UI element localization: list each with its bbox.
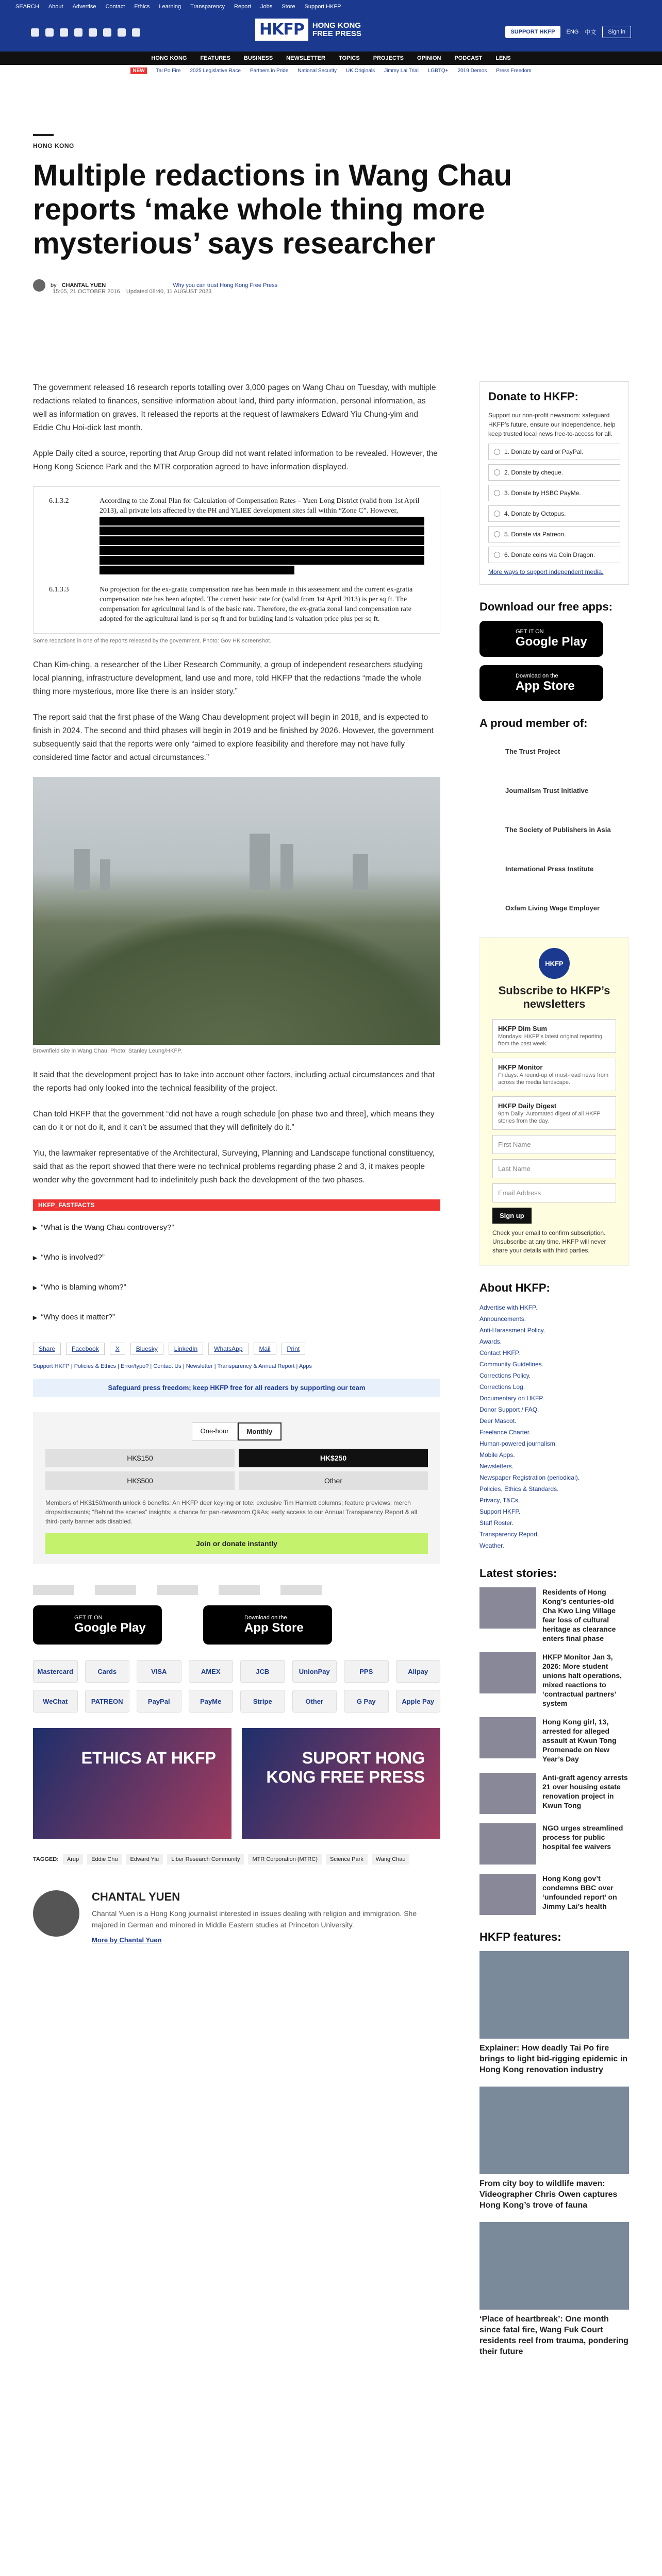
trending-link[interactable]: LGBTQ+	[427, 68, 449, 74]
feature-title: From city boy to wildlife maven: Videographer Chris Owen captures Hong Kong’s trove of fauna	[479, 2179, 618, 2210]
lang-zh[interactable]: 中文	[585, 29, 597, 36]
topbar-link[interactable]: About	[48, 4, 63, 10]
frequency-toggle	[45, 1422, 428, 1440]
rss-icon[interactable]	[132, 28, 140, 37]
about-link[interactable]: Announcements.	[479, 1315, 526, 1323]
author-avatar[interactable]	[33, 1890, 79, 1937]
trending-link[interactable]: UK Originals	[345, 68, 375, 74]
email-field[interactable]: Email Address	[492, 1183, 616, 1202]
email-icon[interactable]	[103, 28, 111, 37]
app-store-label: App Store	[516, 679, 575, 693]
article-title: Multiple redactions in Wang Chau reports ‘make whole thing more mysterious’ says researcher	[33, 159, 512, 260]
about-link[interactable]: Newspaper Registration (periodical).	[479, 1474, 580, 1481]
radio-icon	[494, 552, 500, 558]
donate-option-label: 2. Donate by cheque.	[504, 469, 564, 476]
chevron-right-icon: ▸	[33, 1313, 37, 1322]
newsletter-desc: Mondays: HKFP’s latest original reporting from the past week.	[498, 1033, 603, 1047]
doc-section-number: 6.1.3.3	[49, 586, 69, 594]
topbar-link[interactable]: Report	[234, 4, 252, 10]
topbar-link[interactable]: Store	[282, 4, 295, 10]
social-icons	[31, 28, 140, 37]
tag[interactable]: MTR Corporation (MTRC)	[248, 1854, 322, 1865]
paragraph: The report said that the first phase of the Wang Chau development project will begin in 2018, and is expected to finish in 2024. The second and third phases will begin in 2019 and be finished by 2026. However, the government subsequently said that the reports were only “aimed to explore feasibility and therefore may not have fully considered time factor and actual circumstances.”	[33, 713, 434, 762]
faq-question: “Who is involved?”	[41, 1253, 105, 1262]
feature-item[interactable]	[479, 2087, 629, 2211]
instagram-icon[interactable]	[60, 28, 68, 37]
faq-question: “What is the Wang Chau controversy?”	[41, 1223, 174, 1232]
story-title: NGO urges streamlined process for public hospital fee waivers	[542, 1824, 623, 1851]
payment-logo[interactable]: AMEX	[189, 1660, 234, 1683]
join-button[interactable]: Join or donate instantly	[45, 1533, 428, 1554]
app-store-small: Download on the	[244, 1615, 287, 1621]
tags-label: TAGGED:	[33, 1856, 59, 1862]
redaction-bar	[100, 556, 424, 565]
paragraph: The government released 16 research reports totalling over 3,000 pages on Wang Chau on Tuesday, with multiple redactions related to finances, sensitive information about land, third party information, personal information, as well as information on graves. It released the reports at the request of lawmakers Edward Yiu Chung-yim and Eddie Chu Hoi-dick last month.	[33, 383, 436, 432]
nav-item[interactable]: FEATURES	[200, 55, 230, 61]
amount-option-other[interactable]: Other	[239, 1471, 428, 1490]
topbar-link[interactable]: Learning	[159, 4, 181, 10]
dates	[53, 289, 629, 295]
jti-logo[interactable]	[95, 1585, 136, 1595]
published-date: 15:05, 21 OCTOBER 2016	[53, 289, 120, 295]
membership-note: Members of HK$150/month unlock 6 benefits: An HKFP deer keyring or tote; exclusive Tim Hamlett columns; feature previews; merch drops/discounts; “Behind the scenes” insights; a chance for pan-newsroom Q&As; early access to our Annual Transparency Report & all third-party banner ads disabled.	[45, 1499, 418, 1525]
donate-title: Donate to HKFP:	[488, 390, 578, 403]
app-store-button[interactable]	[479, 665, 603, 701]
payment-methods	[33, 1660, 440, 1713]
newsletter-option[interactable]	[492, 1058, 616, 1091]
story-item[interactable]	[479, 1652, 629, 1708]
member-logo[interactable]: The Society of Publishers in Asia	[505, 825, 611, 834]
trending-link[interactable]: 2019 Demos	[457, 68, 487, 74]
faq-question: “Why does it matter?”	[41, 1313, 115, 1321]
newsletter-desc: 9pm Daily: Automated digest of all HKFP stories from the day.	[498, 1111, 601, 1124]
donate-option-label: 3. Donate by HSBC PayMe.	[504, 489, 581, 497]
nav-item[interactable]: PODCAST	[454, 55, 483, 61]
support-button[interactable]: SUPPORT HKFP	[505, 26, 560, 38]
faq-toggle[interactable]	[33, 1283, 440, 1292]
doc-caption: Some redactions in one of the reports released by the government. Photo: Gov HK screenshot.	[33, 638, 272, 644]
payment-logo[interactable]: Mastercard	[33, 1660, 78, 1683]
about-link[interactable]: Awards.	[479, 1338, 502, 1345]
payment-logo[interactable]: UnionPay	[292, 1660, 337, 1683]
new-badge: NEW	[130, 67, 146, 74]
donate-option[interactable]	[488, 444, 620, 460]
main-nav	[0, 52, 662, 65]
donate-option[interactable]	[488, 505, 620, 522]
faq-toggle[interactable]	[33, 1253, 440, 1262]
payment-logo[interactable]: Other	[292, 1690, 337, 1713]
newsletter-note: Check your email to confirm subscription. Unsubscribe at any time. HKFP will never share your details with third parties.	[492, 1229, 606, 1254]
google-play-label: Google Play	[516, 635, 587, 649]
amount-option[interactable]: HK$500	[45, 1471, 235, 1490]
newsletter-name: HKFP Monitor	[498, 1063, 543, 1071]
story-thumb	[479, 1652, 536, 1693]
share-bluesky[interactable]: Bluesky	[130, 1343, 163, 1355]
about-link[interactable]: Transparency Report.	[479, 1531, 539, 1538]
story-title: Hong Kong gov’t condemns BBC over ‘unfounded report’ on Jimmy Lai’s health	[542, 1874, 617, 1910]
feature-title: ‘Place of heartbreak’: One month since fatal fire, Wang Fuk Court residents reel from trauma, pondering their future	[479, 2315, 628, 2356]
youtube-icon[interactable]	[74, 28, 82, 37]
signin-button[interactable]: Sign in	[602, 26, 631, 38]
google-play-button[interactable]	[33, 1605, 162, 1645]
feature-thumb	[479, 1951, 629, 2039]
article-category[interactable]: HONG KONG	[33, 142, 74, 149]
doc-section-number: 6.1.3.2	[49, 497, 69, 505]
sidebar	[479, 381, 629, 2368]
topbar-link[interactable]: Support HKFP	[304, 4, 341, 10]
story-thumb	[479, 1587, 536, 1629]
share-print[interactable]: Print	[282, 1343, 306, 1355]
story-thumb	[479, 1874, 536, 1915]
topbar-link[interactable]: Contact	[105, 4, 125, 10]
logo-text-line: HONG KONG	[312, 21, 361, 30]
story-item[interactable]	[479, 1773, 629, 1814]
payment-logo[interactable]: PATREON	[85, 1690, 130, 1713]
donate-text: Support our non-profit newsroom: safeguard HKFP’s future, ensure our independence, help keep trusted local news free-to-access for all.	[488, 412, 616, 437]
more-ways-link[interactable]: More ways to support independent media.	[488, 568, 604, 575]
member-logo[interactable]: The Trust Project	[505, 747, 560, 755]
trending-link[interactable]: National Security	[297, 68, 337, 74]
logo-text	[312, 22, 361, 38]
signup-button[interactable]: Sign up	[492, 1208, 532, 1224]
payment-logo[interactable]: G Pay	[344, 1690, 389, 1713]
faq-toggle[interactable]	[33, 1313, 440, 1322]
about-link[interactable]: Newsletters.	[479, 1463, 514, 1470]
doc-text: No projection for the ex-gratia compensation rate has been made in this assessment and the current ex-gratia compensation rate has been adopted. The current basic rate for (valid from 1st April 2013) is per sq ft. The compensation for agricultural land is of the basic rate. Therefore, the ex-gratia zonal land compensation rate adopted for the agricultural land is per sq ft and for building land is valuation price plus per sq ft.	[100, 586, 413, 623]
paragraph: It said that the development project has to take into account other factors, including actual circumstances and that the reports had only looked into the technical feasibility of the project.	[33, 1071, 435, 1093]
member-title: A proud member of:	[479, 717, 588, 730]
trending-link[interactable]: Jimmy Lai Trial	[384, 68, 419, 74]
about-link[interactable]: Corrections Policy.	[479, 1372, 531, 1379]
first-name-field[interactable]: First Name	[492, 1135, 616, 1154]
payment-logo[interactable]: Cards	[85, 1660, 130, 1683]
feature-title: Explainer: How deadly Tai Po fire brings to light bid-rigging epidemic in Hong Kong renovation industry	[479, 2044, 628, 2074]
tag-list	[33, 1854, 440, 1865]
trending-link[interactable]: Partners in Pride	[250, 68, 289, 74]
radio-icon	[494, 469, 500, 476]
author-bio	[33, 1890, 440, 1944]
share-whatsapp[interactable]: WhatsApp	[208, 1343, 248, 1355]
hkfp-badge: HKFP	[539, 948, 570, 979]
chevron-right-icon: ▸	[33, 1283, 37, 1292]
donate-option[interactable]	[488, 464, 620, 481]
paragraph: Chan told HKFP that the government “did not have a rough schedule [on phase two and three], which means they can do it or not do it, and it can’t be assumed that they will definitely do it.”	[33, 1110, 435, 1132]
payment-logo[interactable]: Apple Pay	[396, 1690, 441, 1713]
safeguard-banner[interactable]: Safeguard press freedom; keep HKFP free for all readers by supporting our team	[33, 1379, 440, 1397]
redaction-bar	[100, 517, 424, 526]
member-logo[interactable]: Journalism Trust Initiative	[505, 786, 589, 794]
about-link[interactable]: Staff Roster.	[479, 1519, 514, 1527]
author-name[interactable]: CHANTAL YUEN	[92, 1890, 180, 1903]
story-thumb	[479, 1773, 536, 1814]
member-logo[interactable]: International Press Institute	[505, 865, 594, 873]
story-item[interactable]	[479, 1587, 629, 1643]
x-icon[interactable]	[45, 28, 54, 37]
telegram-icon[interactable]	[118, 28, 126, 37]
author-link[interactable]: CHANTAL YUEN	[61, 282, 106, 289]
google-play-label: Google Play	[74, 1621, 146, 1635]
share-x[interactable]: X	[110, 1343, 125, 1355]
share-mail[interactable]: Mail	[254, 1343, 276, 1355]
freq-once[interactable]: One-hour	[192, 1422, 238, 1440]
amount-option[interactable]: HK$150	[45, 1449, 235, 1467]
last-name-field[interactable]: Last Name	[492, 1159, 616, 1178]
feature-thumb	[479, 2222, 629, 2310]
avatar	[33, 279, 45, 292]
features-list	[479, 1930, 629, 2357]
about-link[interactable]: Deer Mascot.	[479, 1417, 517, 1425]
donate-option-label: 5. Donate via Patreon.	[504, 531, 566, 538]
story-title: HKFP Monitor Jan 3, 2026: More student unions halt operations, mixed reactions to ‘contractual partners’ system	[542, 1653, 622, 1707]
site-logo[interactable]	[255, 19, 361, 41]
about-link[interactable]: Support HKFP.	[479, 1508, 521, 1515]
author-text: Chantal Yuen is a Hong Kong journalist interested in issues dealing with religion and immigration. She majored in German and minored in Middle Eastern studies at Princeton University.	[92, 1909, 417, 1929]
sidebar-apps	[479, 600, 629, 701]
newsletter-name: HKFP Dim Sum	[498, 1025, 548, 1032]
radio-icon	[494, 449, 500, 455]
about-link[interactable]: Mobile Apps.	[479, 1451, 515, 1459]
topbar-link[interactable]: Ethics	[134, 4, 150, 10]
member-logos	[479, 737, 629, 922]
payment-logo[interactable]: JCB	[240, 1660, 285, 1683]
topbar-link[interactable]: Advertise	[72, 4, 96, 10]
newsletter-option[interactable]	[492, 1096, 616, 1130]
newsletter-option[interactable]	[492, 1019, 616, 1053]
story-thumb	[479, 1717, 536, 1758]
facebook-icon[interactable]	[31, 28, 39, 37]
story-title: Hong Kong girl, 13, arrested for alleged assault at Kwun Tong Promenade on New Year’s Day	[542, 1718, 617, 1763]
story-item[interactable]	[479, 1874, 629, 1915]
feature-item[interactable]	[479, 1951, 629, 2075]
app-store-small: Download on the	[516, 673, 558, 679]
tag[interactable]: Edward Yiu	[126, 1854, 163, 1865]
redacted-document	[33, 486, 440, 634]
latest-title: Latest stories:	[479, 1567, 557, 1580]
policy-links[interactable]: Support HKFP | Policies & Ethics | Error/typo? | Contact Us | Newsletter | Transparency & Annual Report | Apps	[33, 1363, 312, 1369]
trending-link[interactable]: Press Freedom	[496, 68, 532, 74]
newsletter-name: HKFP Daily Digest	[498, 1102, 557, 1110]
radio-icon	[494, 490, 500, 496]
newsletter-title: Subscribe to HKFP’s newsletters	[498, 984, 610, 1010]
oxfam-logo[interactable]	[280, 1585, 322, 1595]
about-link[interactable]: Privacy, T&Cs.	[479, 1497, 520, 1504]
fastfacts-label: HKFP_FASTFACTS	[33, 1199, 440, 1211]
about-link[interactable]: Anti-Harassment Policy.	[479, 1327, 545, 1334]
about-link[interactable]: Contact HKFP.	[479, 1349, 520, 1357]
nav-item[interactable]: BUSINESS	[243, 55, 273, 61]
chevron-right-icon: ▸	[33, 1224, 37, 1232]
about-link[interactable]: Documentary on HKFP.	[479, 1395, 544, 1402]
donate-option-label: 4. Donate by Octopus.	[504, 510, 566, 517]
paragraph: Apple Daily cited a source, reporting that Arup Group did not want related information to be revealed. However, the Hong Kong Science Park and the MTR corporation agreed to have information displayed.	[33, 449, 438, 471]
trust-project-logo[interactable]	[33, 1585, 74, 1595]
app-store-label: App Store	[244, 1621, 304, 1635]
donate-widget	[33, 1412, 440, 1564]
faq-question: “Who is blaming whom?”	[41, 1283, 126, 1292]
article-photo	[33, 777, 440, 1045]
tag[interactable]: Liber Research Community	[167, 1854, 244, 1865]
top-utility-bar	[0, 0, 662, 13]
share-button[interactable]: Share	[33, 1343, 61, 1355]
apps-title: Download our free apps:	[479, 600, 613, 613]
header-actions	[505, 26, 631, 38]
payment-logo[interactable]: PPS	[344, 1660, 389, 1683]
donate-box	[479, 381, 629, 585]
logo-mark: HKFP	[255, 19, 308, 41]
tag[interactable]: Arup	[63, 1854, 83, 1865]
newsletter-desc: Fridays: A round-up of must-read news from across the media landscape.	[498, 1072, 608, 1086]
nav-item[interactable]: PROJECTS	[373, 55, 404, 61]
photo-caption: Brownfield site in Wang Chau. Photo: Stanley Leung/HKFP.	[33, 1048, 183, 1054]
feature-thumb	[479, 2087, 629, 2174]
payment-logo[interactable]: WeChat	[33, 1690, 78, 1713]
topbar-search[interactable]: SEARCH	[15, 4, 39, 10]
paragraph: Chan Kim-ching, a researcher of the Liber Research Community, a group of independent researchers studying local planning, infrastructure development, land use and more, told HKFP that the redactions “made the whole thing more mysterious, more like there is an insider story.”	[33, 660, 423, 696]
share-linkedin[interactable]: LinkedIn	[169, 1343, 203, 1355]
trust-link[interactable]: Why you can trust Hong Kong Free Press	[173, 282, 278, 289]
about-link[interactable]: Community Guidelines.	[479, 1361, 544, 1368]
divider	[33, 134, 54, 136]
story-item[interactable]	[479, 1717, 629, 1764]
story-thumb	[479, 1823, 536, 1865]
doc-text: According to the Zonal Plan for Calculation of Compensation Rates – Yuen Long District (valid from 1st April 2013), all private lots affected by the PH and YLIEE development sites fall within “Zone C”. However,	[100, 497, 420, 515]
tag[interactable]: Eddie Chu	[87, 1854, 122, 1865]
latest-stories	[479, 1567, 629, 1915]
updated-date: Updated 08:40, 11 AUGUST 2023	[126, 289, 212, 295]
donate-option[interactable]	[488, 547, 620, 563]
payment-logo[interactable]: VISA	[137, 1660, 181, 1683]
freq-monthly[interactable]: Monthly	[238, 1422, 282, 1440]
about-list	[479, 1281, 629, 1551]
partner-logos	[33, 1585, 440, 1595]
share-bar	[33, 1343, 440, 1355]
radio-icon	[494, 511, 500, 517]
donate-option[interactable]	[488, 526, 620, 543]
promo-banners	[33, 1728, 440, 1839]
trending-link[interactable]: 2025 Legislative Race	[190, 68, 241, 74]
radio-icon	[494, 531, 500, 537]
nav-item[interactable]: TOPICS	[338, 55, 360, 61]
article-body	[33, 381, 440, 1944]
google-play-button[interactable]	[479, 621, 603, 657]
newsletter-box	[479, 937, 629, 1266]
nav-item[interactable]: NEWSLETTER	[286, 55, 325, 61]
feature-item[interactable]	[479, 2222, 629, 2357]
about-link[interactable]: Advertise with HKFP.	[479, 1304, 537, 1311]
story-title: Residents of Hong Kong’s centuries-old Cha Kwo Ling Village fear loss of cultural heritage as clearance enters final phase	[542, 1588, 616, 1642]
share-facebook[interactable]: Facebook	[66, 1343, 105, 1355]
paragraph: Yiu, the lawmaker representative of the Architectural, Surveying, Planning and Landscape functional constituency, said that as the report showed that there were no technical problems regarding phase 2 and 3, it makes people wonder why the government had to indefinitely push back the development of the two phases.	[33, 1149, 435, 1184]
donate-option-label: 1. Donate by card or PayPal.	[504, 448, 584, 455]
trending-link[interactable]: Tai Po Fire	[156, 68, 181, 74]
redaction-bar	[100, 546, 424, 555]
google-play-small: GET IT ON	[516, 629, 544, 635]
threads-icon[interactable]	[89, 28, 97, 37]
support-banner[interactable]: SUPORT HONG KONG FREE PRESS	[242, 1728, 440, 1839]
about-link[interactable]: Freelance Charter.	[479, 1429, 531, 1436]
app-buttons	[33, 1605, 440, 1645]
payment-logo[interactable]: PayPal	[137, 1690, 181, 1713]
payment-logo[interactable]: PayMe	[189, 1690, 234, 1713]
trending-bar	[0, 65, 662, 77]
about-link[interactable]: Policies, Ethics & Standards.	[479, 1485, 559, 1493]
tag[interactable]: Wang Chau	[372, 1854, 410, 1865]
about-link[interactable]: Corrections Log.	[479, 1383, 525, 1391]
amount-option-selected[interactable]: HK$250	[239, 1449, 428, 1467]
chevron-right-icon: ▸	[33, 1253, 37, 1262]
google-play-small: GET IT ON	[74, 1615, 103, 1621]
topbar-link[interactable]: Transparency	[190, 4, 225, 10]
sopa-logo[interactable]	[157, 1585, 198, 1595]
story-title: Anti-graft agency arrests 21 over housing estate renovation project in Kwun Tong	[542, 1773, 628, 1809]
topbar-link[interactable]: Jobs	[260, 4, 273, 10]
about-link[interactable]: Donor Support / FAQ.	[479, 1406, 539, 1413]
payment-logo[interactable]: Alipay	[396, 1660, 441, 1683]
amount-options	[45, 1449, 428, 1490]
ipi-logo[interactable]	[219, 1585, 260, 1595]
redaction-bar	[100, 566, 294, 574]
site-header	[0, 13, 662, 52]
nav-item[interactable]: OPINION	[417, 55, 441, 61]
logo-text-line: FREE PRESS	[312, 29, 361, 38]
member-logo[interactable]: Oxfam Living Wage Employer	[505, 904, 600, 912]
more-by-author[interactable]: More by Chantal Yuen	[92, 1936, 162, 1944]
faq-toggle[interactable]	[33, 1223, 440, 1232]
about-title: About HKFP:	[479, 1281, 550, 1294]
about-link[interactable]: Human-powered journalism.	[479, 1440, 557, 1447]
redaction-bar	[100, 536, 424, 545]
ethics-banner[interactable]: ETHICS AT HKFP	[33, 1728, 231, 1839]
redaction-bar	[100, 527, 424, 535]
nav-item[interactable]: LENS	[495, 55, 511, 61]
payment-logo[interactable]: Stripe	[240, 1690, 285, 1713]
donate-option-label: 6. Donate coins via Coin Dragon.	[504, 551, 595, 558]
tag[interactable]: Science Park	[326, 1854, 368, 1865]
nav-item[interactable]: HONG KONG	[151, 55, 187, 61]
donate-option[interactable]	[488, 485, 620, 501]
lang-en[interactable]: ENG	[566, 29, 579, 35]
app-store-button[interactable]	[203, 1605, 332, 1645]
features-title: HKFP features:	[479, 1930, 561, 1943]
about-link[interactable]: Weather.	[479, 1542, 504, 1549]
article-header	[33, 134, 629, 295]
byline-by: by	[51, 282, 57, 289]
story-item[interactable]	[479, 1823, 629, 1865]
